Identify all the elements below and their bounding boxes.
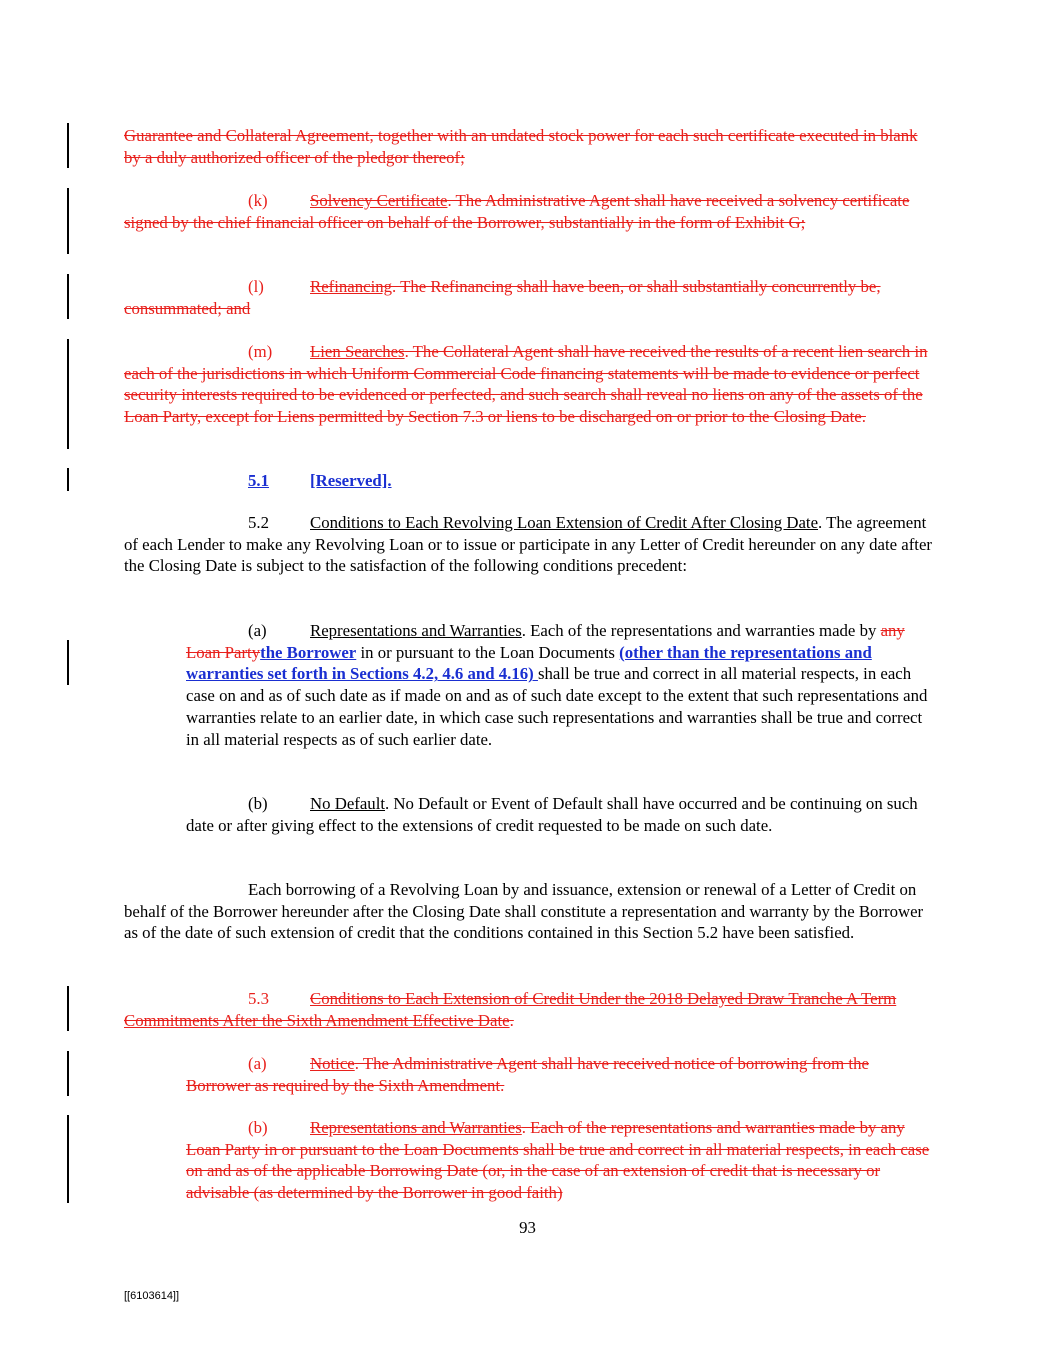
section-text: . The agreement of each Lender to make any Revolving Loan or to issue or participate in any Letter of Credit hereunder on any date after the Closing Date is subject to the satisfaction of the following conditions precedent: [124,513,932,576]
paragraph-k-solvency [124,190,934,233]
paragraph-number: (b) [248,1118,268,1137]
section-number: 5.3 [248,989,269,1008]
paragraph-text: . The Collateral Agent shall have received the results of a recent lien search in each of the jurisdictions in which Uniform Commercial Code financing statements will be made to evidence or perfect security interests required to be evidenced or perfected, and such search shall reveal no liens on any of the assets of the Loan Party, except for Liens permitted by Section 7.3 or liens to be discharged on or prior to the Closing Date. [124,342,928,427]
section-end: . [509,1010,514,1030]
paragraph-heading: Representations and Warranties [310,1118,522,1137]
section-number: 5.2 [248,513,269,532]
change-bar [67,274,69,319]
paragraph-text: . No Default or Event of Default shall have occurred and be continuing on such date or after giving effect to the extensions of credit requested to be made on such date. [186,794,918,835]
paragraph-heading: Representations and Warranties [310,621,522,640]
paragraph-text: in or pursuant to the Loan Documents [356,642,620,662]
change-bar [67,986,69,1031]
change-bar [67,123,69,168]
paragraph-heading: Lien Searches [310,342,405,361]
paragraph-m-lien-searches [124,341,934,428]
paragraph-5-2-a [186,620,934,750]
paragraph-text: shall be true and correct in all material respects, in each case on and as of such date as if made on and as of such date except to the extent that such representations and warranties relate to an earlier date, in which case such representations and warranties shall be true and correct in all material respects as of such earlier date. [186,664,928,749]
change-bar [67,188,69,254]
paragraph-5-3-b [186,1117,934,1204]
paragraph-number: (a) [248,621,267,640]
section-5-1 [124,470,934,492]
change-bar [67,1051,69,1096]
change-bar [67,468,69,491]
section-number: 5.1 [248,471,269,490]
paragraph-heading: Solvency Certificate [310,191,448,210]
paragraph-text: . The Refinancing shall have been, or shall substantially concurrently be, consummated; and [124,277,881,318]
inserted-text: (other than the representations and warranties set forth in Sections 4.2, 4.6 and 4.16) [186,642,872,684]
paragraph-number: (a) [248,1054,267,1073]
paragraph-text: . Each of the representations and warranties made by any Loan Party in or pursuant to the Loan Documents shall be true and correct in all material respects, in each case on and as of the applicable Borrowing Date (or, in the case of an extension of credit that is necessary or advisable (as determined by the Borrower in good faith) [186,1118,930,1203]
paragraph-each-borrowing [124,879,934,944]
paragraph-number: (k) [248,191,268,210]
section-5-3 [124,988,934,1031]
paragraph-text: Guarantee and Collateral Agreement, together with an undated stock power for each such certificate executed in blank by a duly authorized officer of the pledgor thereof; [124,126,918,167]
paragraph-text: . The Administrative Agent shall have received a solvency certificate signed by the chief financial officer on behalf of the Borrower, substantially in the form of Exhibit G; [124,191,910,232]
section-heading: Conditions to Each Extension of Credit Under the 2018 Delayed Draw Tranche A Term Commitments After the Sixth Amendment Effective Date [124,989,897,1030]
paragraph-number: (m) [248,342,273,361]
paragraph-text: . The Administrative Agent shall have received notice of borrowing from the Borrower as required by the Sixth Amendment. [186,1054,869,1095]
paragraph-heading: No Default [310,794,386,813]
inserted-text: the Borrower [260,642,357,662]
paragraph-l-refinancing [124,276,934,319]
document-id: [[6103614]] [124,1290,180,1302]
page-number: 93 [519,1218,536,1237]
paragraph-text: Each borrowing of a Revolving Loan by and issuance, extension or renewal of a Letter of Credit on behalf of the Borrower hereunder after the Closing Date shall constitute a representation and warranty by the Borrower as of the date of such extension of credit that the conditions contained in this Section 5.2 have been satisfied. [124,880,924,943]
change-bar [67,339,69,449]
paragraph-guarantee [124,125,934,168]
paragraph-number: (b) [248,794,268,813]
change-bar [67,640,69,685]
paragraph-heading: Refinancing [310,277,393,296]
deleted-text: any Loan Party [186,621,905,662]
paragraph-number: (l) [248,277,264,296]
paragraph-5-2-b [186,793,934,836]
section-heading: Conditions to Each Revolving Loan Extension of Credit After Closing Date [310,513,819,532]
change-bar [67,1115,69,1203]
paragraph-5-3-a [186,1053,934,1096]
paragraph-text: . Each of the representations and warranties made by [521,621,881,640]
section-5-2 [124,512,934,577]
section-heading: [Reserved]. [310,471,392,490]
paragraph-heading: Notice [310,1054,355,1073]
